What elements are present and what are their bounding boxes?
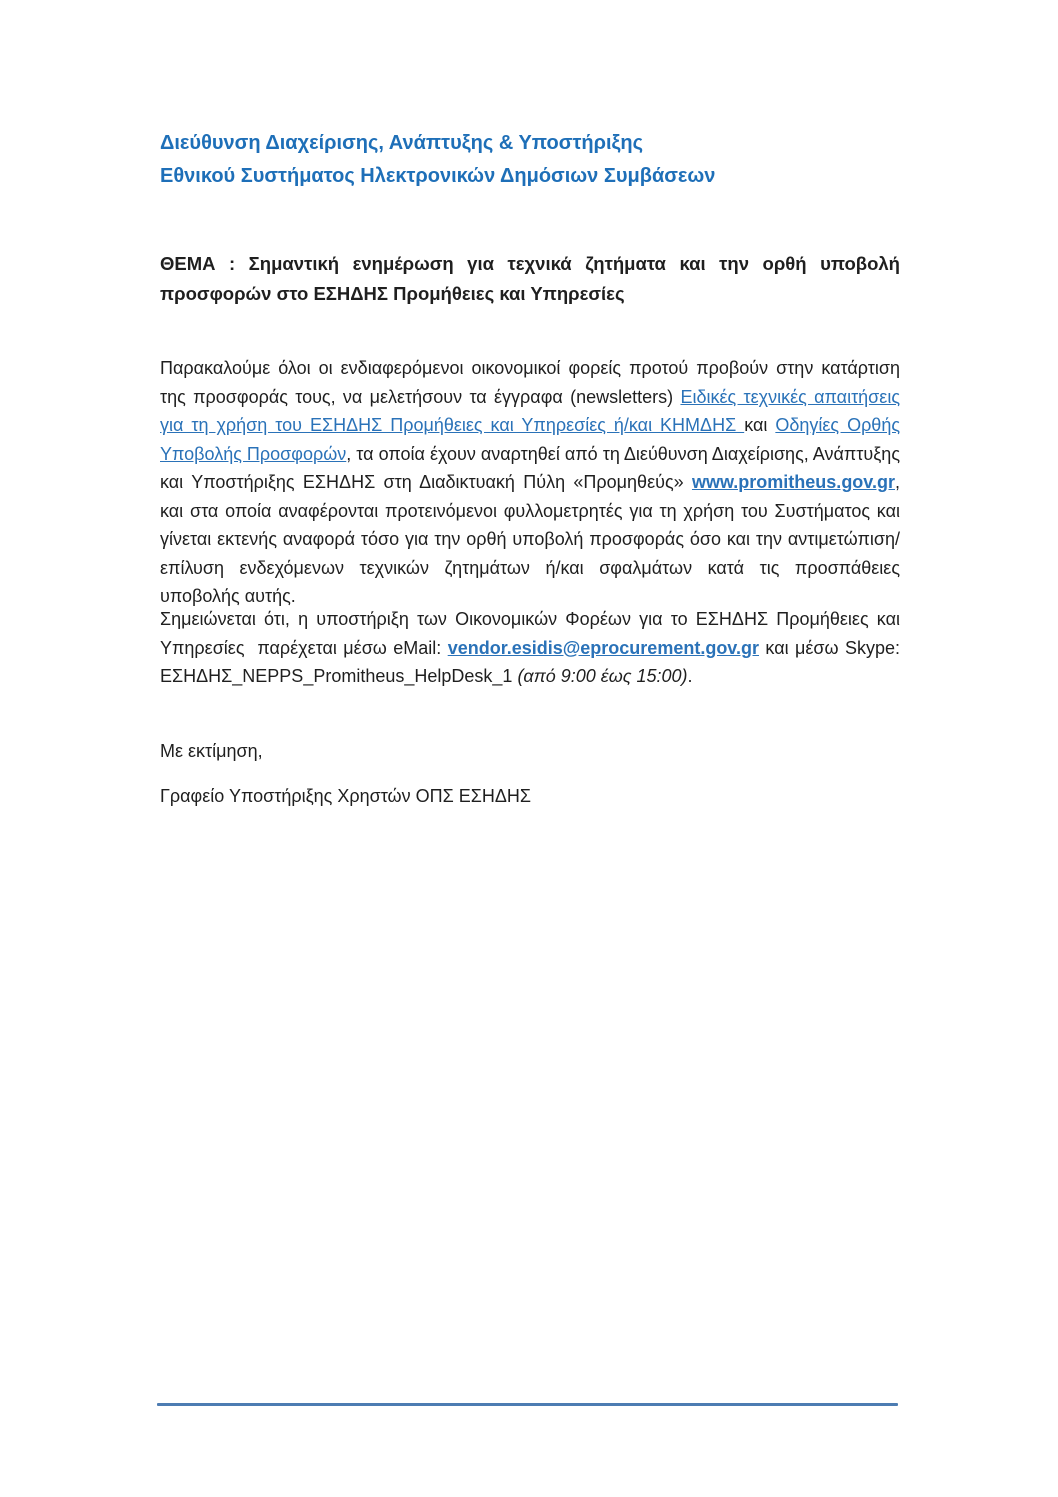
paragraph-intro-text-1: Παρακαλούμε όλοι οι ενδιαφερόμενοι οικονομικοί φορείς προτού προβούν στην κατάρτιση της προσφοράς τους, να μελετήσουν τα έγγραφα (newsletters) (160, 358, 900, 407)
paragraph-intro (160, 354, 900, 611)
letterhead-line2: Εθνικού Συστήματος Ηλεκτρονικών Δημόσιων Συμβάσεων (160, 165, 716, 187)
closing-office: Γραφείο Υποστήριξης Χρηστών ΟΠΣ ΕΣΗΔΗΣ (160, 786, 532, 806)
support-hours-note: (από 9:00 έως 15:00) (517, 666, 688, 686)
paragraph-intro-text-4: , και στα οποία αναφέρονται προτεινόμενοι φυλλομετρητές για τη χρήση του Συστήματος και γίνεται εκτενής αναφορά τόσο για την ορθή υποβολή προσφοράς όσο και την αντιμετώπιση/επίλυση ενδεχόμενων τεχνικών ζητημάτων ή/και σφαλμάτων κατά τις προσπάθειες υποβολής αυτής. (160, 472, 900, 606)
paragraph-intro-text-2: και (744, 415, 776, 435)
link-submission-guidelines[interactable]: Οδηγίες Ορθής Υποβολής Προσφορών (160, 415, 901, 464)
paragraph-support-text-2: και μέσω Skype: ΕΣΗΔΗΣ_NEPPS_Promitheus_HelpDesk_1 (160, 637, 900, 686)
subject-line: ΘΕΜΑ : Σημαντική ενημέρωση για τεχνικά ζητήματα και την ορθή υποβολή προσφορών στο ΕΣΗΔΗΣ Προμήθειες και Υπηρεσίες (160, 253, 900, 304)
paragraph-support (160, 605, 900, 691)
paragraph-support-text-1: Σημειώνεται ότι, η υποστήριξη των Οικονομικών Φορέων για το ΕΣΗΔΗΣ Προμήθειες και Υπηρεσίες παρέχεται μέσω eMail: (160, 609, 900, 658)
footer-divider (157, 1403, 898, 1406)
letterhead (160, 127, 900, 193)
link-promitheus-portal[interactable]: www.promitheus.gov.gr (691, 472, 895, 492)
paragraph-support-text-3: . (687, 666, 693, 686)
link-technical-requirements[interactable]: Ειδικές τεχνικές απαιτήσεις για τη χρήση του ΕΣΗΔΗΣ Προμήθειες και Υπηρεσίες ή/και ΚΗΜΔΗΣ (160, 386, 900, 435)
paragraph-intro-text-3: , τα οποία έχουν αναρτηθεί από τη Διεύθυνση Διαχείρισης, Ανάπτυξης και Υποστήριξης ΕΣΗΔΗΣ στη Διαδικτυακή Πύλη «Προμηθεύς» (160, 443, 900, 492)
letterhead-line1: Διεύθυνση Διαχείρισης, Ανάπτυξης & Υποστήριξης (160, 132, 644, 154)
closing-regards: Με εκτίμηση, (160, 741, 263, 761)
link-vendor-email[interactable]: vendor.esidis@eprocurement.gov.gr (447, 637, 759, 658)
